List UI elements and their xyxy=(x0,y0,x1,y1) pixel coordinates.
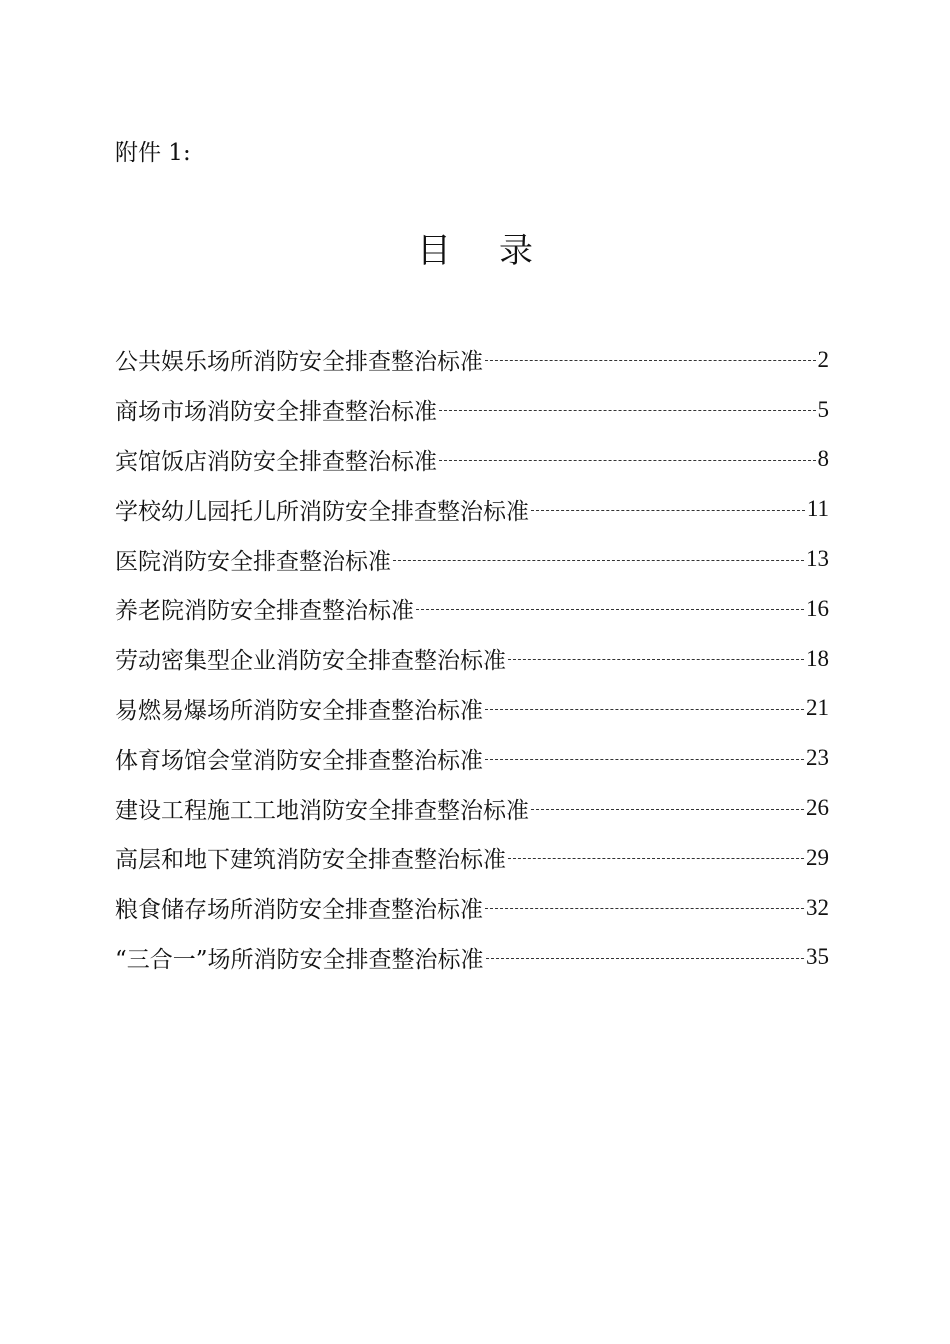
toc-entry-label: 易燃易爆场所消防安全排查整治标准 xyxy=(115,697,483,724)
toc-entry[interactable] xyxy=(115,883,829,933)
toc-dot-leader xyxy=(531,809,804,810)
toc-entry[interactable] xyxy=(115,385,829,435)
toc-dot-leader xyxy=(393,560,804,561)
toc-entry-label: 体育场馆会堂消防安全排查整治标准 xyxy=(115,747,483,774)
toc-dot-leader xyxy=(439,410,816,411)
toc-page-number: 2 xyxy=(817,346,829,372)
toc-entry-label: 学校幼儿园托儿所消防安全排查整治标准 xyxy=(115,498,529,525)
toc-page-number: 5 xyxy=(817,396,829,422)
toc-entry[interactable] xyxy=(115,335,829,385)
toc-entry-label: 建设工程施工工地消防安全排查整治标准 xyxy=(115,797,529,824)
toc-page-number: 21 xyxy=(806,695,829,721)
toc-page-number: 13 xyxy=(806,546,829,572)
toc-dot-leader xyxy=(485,759,804,760)
toc-entry[interactable] xyxy=(115,684,829,734)
toc-entry[interactable] xyxy=(115,933,829,983)
toc-entry[interactable] xyxy=(115,634,829,684)
toc-dot-leader xyxy=(485,360,816,361)
toc-entry[interactable] xyxy=(115,484,829,534)
table-of-contents xyxy=(115,335,829,982)
toc-entry-label: 公共娱乐场所消防安全排查整治标准 xyxy=(115,349,483,376)
toc-entry-label: “三合一”场所消防安全排查整治标准 xyxy=(115,946,484,973)
toc-dot-leader xyxy=(439,460,816,461)
toc-page-number: 35 xyxy=(806,944,829,970)
toc-page-number: 26 xyxy=(806,795,829,821)
toc-entry[interactable] xyxy=(115,733,829,783)
toc-entry-label: 商场市场消防安全排查整治标准 xyxy=(115,399,437,426)
toc-dot-leader xyxy=(531,510,805,511)
toc-dot-leader xyxy=(485,709,804,710)
toc-page-number: 32 xyxy=(806,894,829,920)
toc-entry-label: 养老院消防安全排查整治标准 xyxy=(115,598,414,625)
attachment-label: 附件 1: xyxy=(115,140,191,166)
page-title: 目录 xyxy=(417,231,581,271)
toc-entry-label: 劳动密集型企业消防安全排查整治标准 xyxy=(115,648,506,675)
toc-page-number: 16 xyxy=(806,595,829,621)
toc-entry[interactable] xyxy=(115,783,829,833)
toc-entry-label: 高层和地下建筑消防安全排查整治标准 xyxy=(115,847,506,874)
toc-entry[interactable] xyxy=(115,534,829,584)
toc-page-number: 11 xyxy=(806,496,829,522)
toc-entry[interactable] xyxy=(115,833,829,883)
toc-page-number: 18 xyxy=(806,645,829,671)
toc-page-number: 8 xyxy=(817,446,829,472)
toc-page-number: 29 xyxy=(806,844,829,870)
toc-dot-leader xyxy=(416,609,804,610)
toc-entry[interactable] xyxy=(115,435,829,485)
toc-dot-leader xyxy=(508,659,804,660)
toc-entry-label: 粮食储存场所消防安全排查整治标准 xyxy=(115,897,483,924)
toc-entry[interactable] xyxy=(115,584,829,634)
toc-entry-label: 宾馆饭店消防安全排查整治标准 xyxy=(115,448,437,475)
toc-entry-label: 医院消防安全排查整治标准 xyxy=(115,548,391,575)
toc-dot-leader xyxy=(486,958,804,959)
toc-dot-leader xyxy=(508,858,804,859)
toc-dot-leader xyxy=(485,908,804,909)
toc-page-number: 23 xyxy=(806,745,829,771)
